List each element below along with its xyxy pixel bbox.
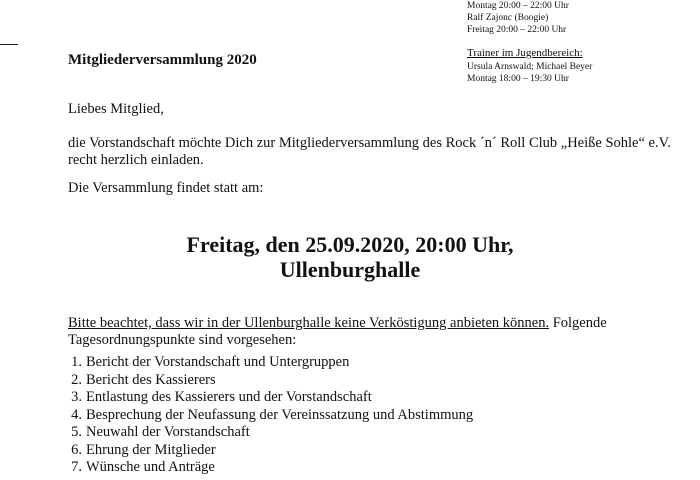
agenda-item bbox=[71, 389, 473, 407]
agenda-item-number: 2. bbox=[71, 371, 82, 388]
sidebar-youth-names: Ursula Arnswald; Michael Beyer bbox=[467, 62, 593, 72]
sidebar-line-1: Montag 20:00 – 22:00 Uhr bbox=[467, 1, 569, 11]
agenda-item-text: Entlastung des Kassierers und der Vorstandschaft bbox=[86, 389, 372, 405]
agenda-item-number: 1. bbox=[71, 354, 82, 370]
agenda-item-text: Neuwahl der Vorstandschaft bbox=[86, 424, 250, 440]
agenda-item-text: Ehrung der Mitglieder bbox=[86, 441, 216, 458]
sidebar-line-3: Freitag 20:00 – 22:00 Uhr bbox=[467, 25, 567, 35]
notice-underlined: Bitte beachtet, dass wir in der Ullenburghalle keine Verköstigung anbieten können. bbox=[68, 315, 550, 331]
margin-rule bbox=[0, 44, 18, 45]
agenda-item bbox=[71, 371, 473, 390]
agenda-item-number: 6. bbox=[71, 441, 82, 458]
agenda-item-number: 3. bbox=[71, 389, 82, 405]
agenda-item bbox=[71, 424, 473, 442]
agenda-item-number: 4. bbox=[71, 406, 82, 423]
agenda-item-text: Bericht des Kassierers bbox=[86, 371, 216, 388]
agenda-item-number: 7. bbox=[71, 459, 82, 475]
meeting-date: Freitag, den 25.09.2020, 20:00 Uhr, bbox=[186, 232, 514, 257]
notice-line bbox=[68, 315, 607, 332]
agenda-item-text: Besprechung der Neufassung der Vereinssatzung und Abstimmung bbox=[86, 406, 474, 423]
agenda-item bbox=[71, 459, 473, 477]
venue-intro: Die Versammlung findet statt am: bbox=[68, 180, 264, 196]
notice-rest: Folgende bbox=[549, 315, 607, 331]
sidebar-youth-heading: Trainer im Jugendbereich: bbox=[467, 47, 583, 59]
sidebar-youth-time: Montag 18:00 – 19:30 Uhr bbox=[467, 74, 569, 84]
agenda-list bbox=[66, 354, 473, 477]
agenda-item-number: 5. bbox=[71, 424, 82, 440]
agenda-item bbox=[71, 354, 473, 372]
agenda-item-text: Bericht der Vorstandschaft und Untergruppen bbox=[86, 354, 350, 370]
intro-line-2: recht herzlich einladen. bbox=[68, 152, 204, 168]
document-title: Mitgliederversammlung 2020 bbox=[68, 52, 257, 68]
agenda-intro: Tagesordnungspunkte sind vorgesehen: bbox=[68, 332, 297, 348]
meeting-venue: Ullenburghalle bbox=[279, 257, 421, 282]
sidebar-line-2: Ralf Zajonc (Boogie) bbox=[467, 13, 549, 23]
agenda-item-text: Wünsche und Anträge bbox=[86, 459, 215, 475]
agenda-item bbox=[71, 441, 473, 460]
salutation: Liebes Mitglied, bbox=[68, 101, 164, 117]
intro-line-1: die Vorstandschaft möchte Dich zur Mitgliederversammlung des Rock ´n´ Roll Club „Heiße Sohle“ e.V. bbox=[68, 135, 671, 151]
agenda-item bbox=[71, 406, 474, 425]
